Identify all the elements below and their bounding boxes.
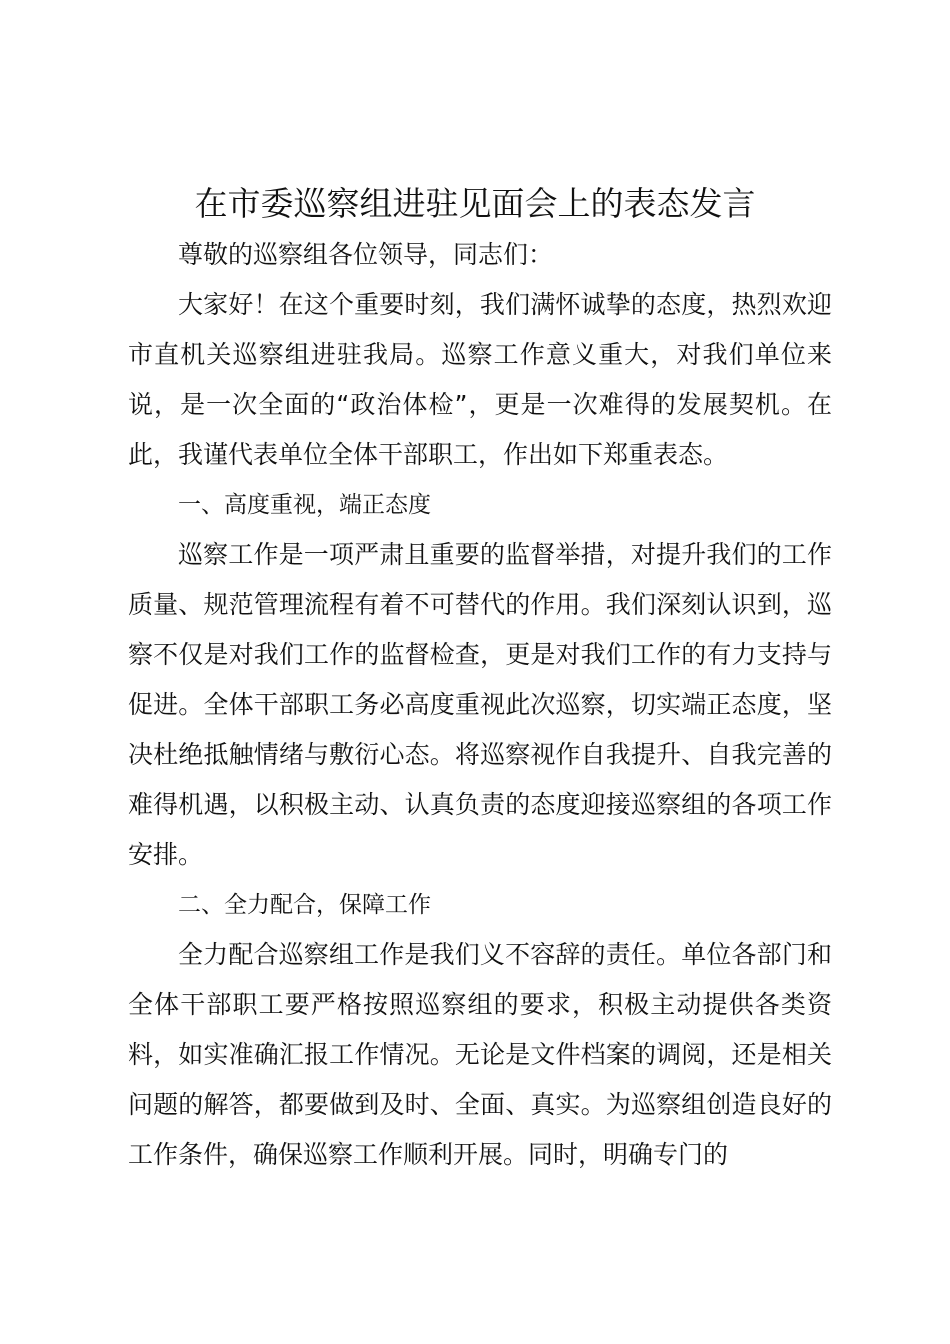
paragraph-section-2: 全力配合巡察组工作是我们义不容辞的责任。单位各部门和全体干部职工要严格按照巡察组的要求，积极主动提供各类资料，如实准确汇报工作情况。无论是文件档案的调阅，还是相关问题的解答，都要做到及时、全面、真实。为巡察组创造良好的工作条件，确保巡察工作顺利开展。同时，明确专门的 [128, 940, 832, 1169]
section-heading-2: 二、全力配合，保障工作 [178, 892, 431, 918]
document-body [128, 230, 832, 1180]
paragraph-section-1: 巡察工作是一项严肃且重要的监督举措，对提升我们的工作质量、规范管理流程有着不可替代的作用。我们深刻认识到，巡察不仅是对我们工作的监督检查，更是对我们工作的有力支持与促进。全体干部职工务必高度重视此次巡察，切实端正态度，坚决杜绝抵触情绪与敷衍心态。将巡察视作自我提升、自我完善的难得机遇，以积极主动、认真负责的态度迎接巡察组的各项工作安排。 [128, 540, 832, 869]
paragraph-opening: 大家好！在这个重要时刻，我们满怀诚挚的态度，热烈欢迎市直机关巡察组进驻我局。巡察工作意义重大，对我们单位来说，是一次全面的“政治体检”，更是一次难得的发展契机。在此，我谨代表单位全体干部职工，作出如下郑重表态。 [128, 290, 832, 469]
section-heading-1: 一、高度重视，端正态度 [178, 492, 431, 518]
salutation: 尊敬的巡察组各位领导，同志们： [178, 240, 554, 269]
document-title: 在市委巡察组进驻见面会上的表态发言 [194, 184, 756, 223]
